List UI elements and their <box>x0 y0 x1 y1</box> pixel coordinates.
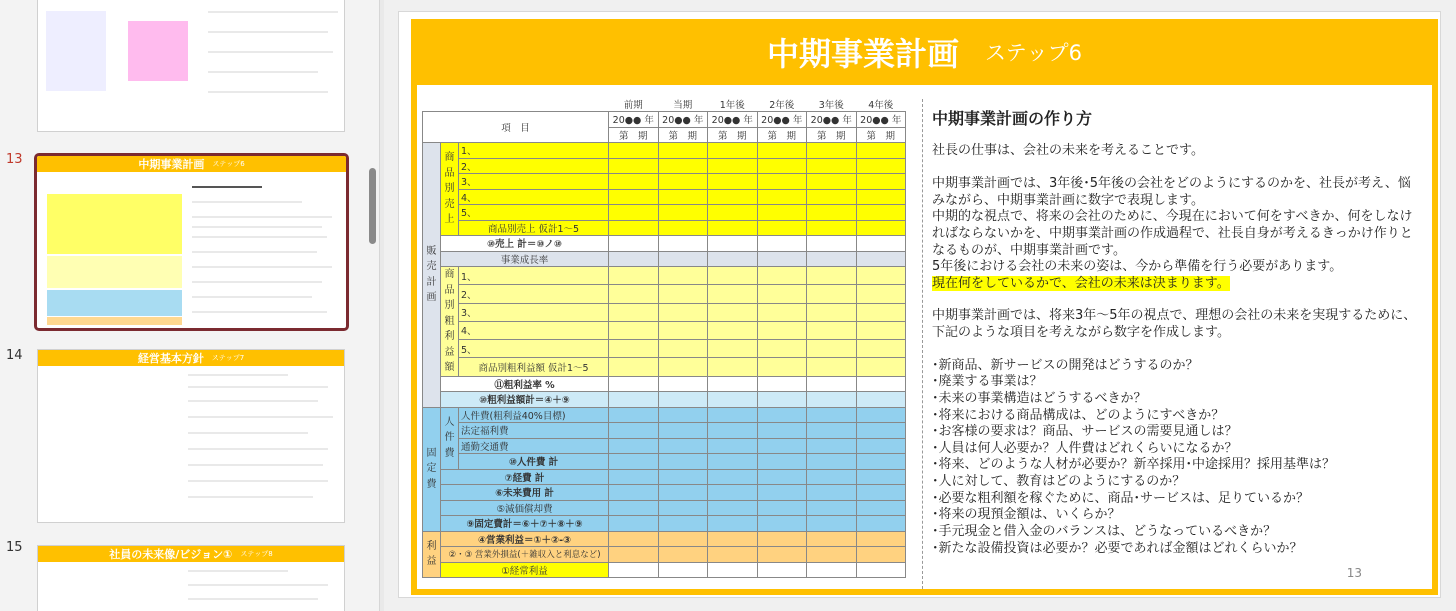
row-label: 4、 <box>459 189 609 205</box>
row-label: ⑪粗利益率 % <box>441 376 609 392</box>
list-item: ･将来、どのような人材が必要か？新卒採用･中途採用？採用基準は？ <box>932 457 1336 473</box>
explanation-text <box>932 109 1422 557</box>
list-item: ･新たな設備投資は必要か？必要であれば金額はどれくらいか？ <box>932 540 1303 556</box>
bullet-list <box>932 358 1422 558</box>
thumbnail-scrollbar[interactable] <box>369 168 376 244</box>
year-cell: 20●● 年 <box>757 112 807 128</box>
list-item: ･未来の事業構造はどうするべきか？ <box>932 390 1147 406</box>
list-item: ･人員は何人必要か？人件費はどれくらいになるか？ <box>932 440 1238 456</box>
period-label: 4年後 <box>868 100 894 111</box>
thumb-step: ステップ6 <box>212 160 245 168</box>
row-label: 商品別売上 仮計1～5 <box>459 220 609 236</box>
row-label: 法定福利費 <box>459 423 609 439</box>
slide-13 <box>411 19 1438 595</box>
period-label: 2年後 <box>769 100 795 111</box>
term-cell: 第 期 <box>609 127 659 143</box>
row-label: 商品別粗利益額 仮計1～5 <box>459 358 609 376</box>
row-label: ⑥未来費用 計 <box>441 485 609 501</box>
side-sales: 販売計画 <box>423 143 441 408</box>
slide-step: ステップ6 <box>985 41 1082 65</box>
slide-thumbnail-12[interactable] <box>37 0 345 132</box>
item-header: 項 目 <box>423 112 609 143</box>
row-label: ①経常利益 <box>441 562 609 578</box>
row-label: ⑩粗利益額計＝④＋⑨ <box>441 392 609 408</box>
thumb-title: 経営基本方針 <box>137 352 204 365</box>
row-label: 事業成長率 <box>441 251 609 267</box>
row-label: ⑩売上 計＝⑩ノ⑩ <box>441 236 609 252</box>
paragraph-2 <box>932 176 1422 292</box>
column-divider <box>922 99 923 589</box>
side-product-sales: 商品別売上 <box>441 143 459 236</box>
period-label: 1年後 <box>719 100 745 111</box>
list-item: ･将来の現預金額は、いくらか？ <box>932 507 1121 523</box>
term-cell: 第 期 <box>856 127 906 143</box>
side-profit: 利益 <box>423 531 441 578</box>
slide-thumbnail-13[interactable] <box>34 153 349 331</box>
thumb-step: ステップ7 <box>211 354 245 362</box>
period-label: 3年後 <box>818 100 844 111</box>
list-item: ･必要な粗利額を稼ぐために、商品･サービスは、足りているか？ <box>932 490 1310 506</box>
thumb-title: 中期事業計画 <box>138 158 205 171</box>
side-fixed: 固定費 <box>423 407 441 531</box>
slide-title: 中期事業計画 <box>767 35 960 73</box>
panel-splitter[interactable] <box>380 0 384 611</box>
list-item: ･将来における商品構成は、どのようにすべきか？ <box>932 407 1225 423</box>
slide-thumbnail-panel <box>0 0 380 611</box>
year-cell: 20●● 年 <box>708 112 758 128</box>
period-label: 当期 <box>673 100 693 111</box>
term-cell: 第 期 <box>757 127 807 143</box>
slide-thumbnail-14[interactable] <box>37 349 345 523</box>
list-item: ･廃業する事業は？ <box>932 374 1043 390</box>
row-label: 2、 <box>459 285 609 303</box>
slide-canvas <box>398 11 1441 598</box>
row-label: 5、 <box>459 340 609 358</box>
row-label: ④営業利益＝①＋②-③ <box>441 531 609 547</box>
text-line: 中期的な視点で、将来の会社のために、今現在において何をすべきか、何をしなければならないかを、中期事業計画の作成過程で、社長自身が考えるきっかけ作りとなるものが、中期事業計画です。 <box>932 209 1413 258</box>
term-cell: 第 期 <box>658 127 708 143</box>
paragraph-1: 社長の仕事は、会社の未来を考えることです。 <box>932 143 1204 159</box>
row-label: ②・③ 営業外損益(＋雑収入と利息など) <box>441 547 609 563</box>
slide-number-13: 13 <box>6 152 23 167</box>
list-item: ･お客様の要求は？商品、サービスの需要見通しは？ <box>932 424 1238 440</box>
row-label: 1、 <box>459 267 609 285</box>
side-person: 人件費 <box>441 407 459 469</box>
row-label: 3、 <box>459 303 609 321</box>
row-label: ⑩人件費 計 <box>459 454 609 470</box>
highlighted-text: 現在何をしているかで、会社の未来は決まります。 <box>932 275 1230 291</box>
thumb-step: ステップ8 <box>240 550 273 558</box>
term-cell: 第 期 <box>807 127 857 143</box>
slide-header <box>411 19 1438 85</box>
row-label: 2、 <box>459 158 609 174</box>
text-line: 中期事業計画では、3年後･5年後の会社をどのようにするのかを、社長が考え、悩みながら、中期事業計画に数字で表現します。 <box>932 176 1411 208</box>
row-label: 人件費(粗利益40%目標) <box>459 407 609 423</box>
list-item: ･新商品、新サービスの開発はどうするのか？ <box>932 357 1199 373</box>
list-item: ･手元現金と借入金のバランスは、どうなっているべきか？ <box>932 523 1277 539</box>
paragraph-3: 中期事業計画では、将来3年～5年の視点で、理想の会社の未来を実現するために、下記のような項目を考えながら数字を作成します。 <box>932 308 1417 341</box>
year-cell: 20●● 年 <box>658 112 708 128</box>
row-label: 3、 <box>459 174 609 190</box>
slide-number-15: 15 <box>6 540 23 555</box>
row-label: 5、 <box>459 205 609 221</box>
row-label: ⑤減価償却費 <box>441 500 609 516</box>
period-label: 前期 <box>623 100 643 111</box>
plan-table <box>422 97 906 578</box>
row-label: ⑨固定費計＝⑥＋⑦＋⑧＋⑨ <box>441 516 609 532</box>
row-label: 通勤交通費 <box>459 438 609 454</box>
page-number: 13 <box>1346 566 1362 580</box>
text-line: 5年後における会社の未来の姿は、今から準備を行う必要があります。 <box>932 259 1343 275</box>
year-cell: 20●● 年 <box>609 112 659 128</box>
slide-thumbnail-15[interactable] <box>37 545 345 611</box>
explanation-heading: 中期事業計画の作り方 <box>932 109 1093 128</box>
row-label: 4、 <box>459 321 609 339</box>
year-cell: 20●● 年 <box>807 112 857 128</box>
term-cell: 第 期 <box>708 127 758 143</box>
thumb-title: 社員の未来像/ビジョン① <box>109 548 233 561</box>
side-product-gp: 商品別粗利益額 <box>441 267 459 377</box>
slide-number-14: 14 <box>6 348 23 363</box>
list-item: ･人に対して、教育はどのようにするのか？ <box>932 474 1186 490</box>
year-cell: 20●● 年 <box>856 112 906 128</box>
row-label: ⑦経費 計 <box>441 469 609 485</box>
row-label: 1、 <box>459 143 609 159</box>
